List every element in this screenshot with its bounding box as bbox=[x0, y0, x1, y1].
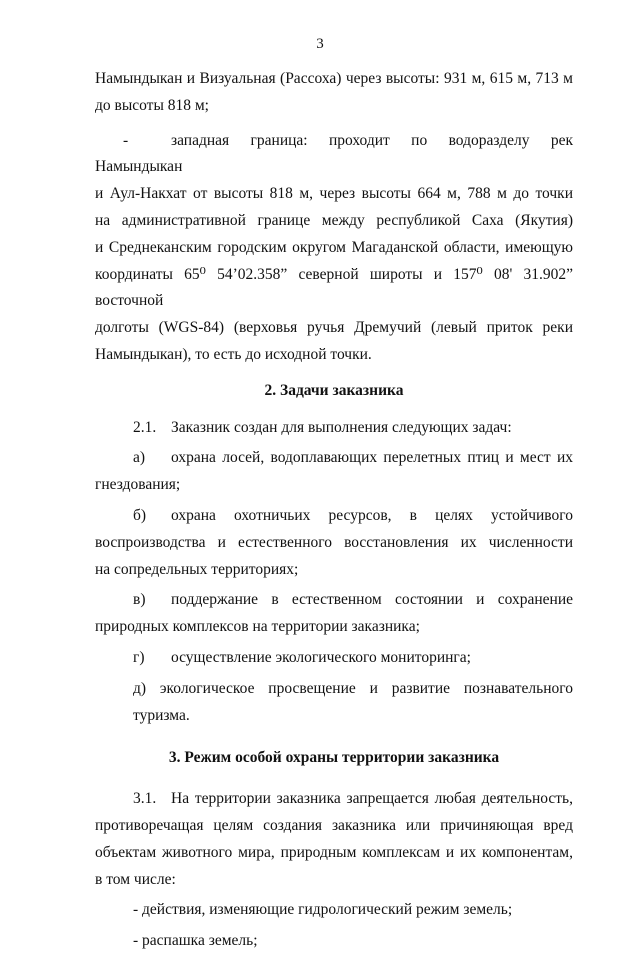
task-text: поддержание в естественном состоянии и сохранение bbox=[171, 591, 573, 609]
task-item-v bbox=[95, 587, 573, 614]
boundary-text-line: Намындыкан), то есть до исходной точки. bbox=[95, 345, 372, 363]
task-label: а) bbox=[133, 449, 146, 467]
clause-text: На территории заказника запрещается любая деятельность, bbox=[171, 790, 573, 808]
section-2-intro bbox=[95, 415, 573, 442]
section-3-clause bbox=[95, 786, 573, 813]
page-number: 3 bbox=[316, 36, 324, 52]
task-item-a bbox=[95, 445, 573, 472]
document-body bbox=[95, 66, 573, 955]
boundary-text-line: долготы (WGS-84) (верховья ручья Дремучий (левый приток реки bbox=[95, 319, 573, 337]
task-item-g bbox=[95, 645, 573, 672]
clause-text-line: объектам животного мира, природным комплексам и их компонентам, bbox=[95, 843, 573, 861]
task-text-line: природных комплексов на территории заказника; bbox=[95, 618, 420, 636]
coordinates-line: координаты 65⁰ 54’02.358” северной широты и 157⁰ 08' 31.902” восточной bbox=[95, 265, 573, 310]
task-text-line: на сопредельных территориях; bbox=[95, 560, 299, 578]
western-boundary-line bbox=[95, 128, 573, 182]
task-text: осуществление экологического мониторинга; bbox=[171, 648, 471, 666]
boundary-text-line: Намындыкан и Визуальная (Рассоха) через высоты: 931 м, 615 м, 713 м bbox=[95, 70, 573, 87]
clause-text-line: противоречащая целям создания заказника или причиняющая вред bbox=[95, 816, 573, 834]
section-2-heading: 2. Задачи заказника bbox=[264, 381, 404, 399]
prohibition-item: - действия, изменяющие гидрологический режим земель; bbox=[133, 901, 513, 919]
boundary-text-line: на административной границе между республикой Саха (Якутия) bbox=[95, 211, 573, 229]
list-dash: - bbox=[123, 131, 129, 149]
western-boundary-text: западная граница: проходит по водоразделу рек Намындыкан bbox=[95, 131, 573, 176]
task-label: в) bbox=[133, 591, 146, 609]
boundary-text-line: до высоты 818 м; bbox=[95, 96, 209, 114]
task-text-line: воспроизводства и естественного восстановления их численности bbox=[95, 533, 573, 551]
task-label: г) bbox=[133, 648, 145, 666]
task-item-d: д) экологическое просвещение и развитие познавательного туризма. bbox=[133, 679, 573, 724]
section-3-heading: 3. Режим особой охраны территории заказника bbox=[168, 749, 500, 767]
task-item-b bbox=[95, 503, 573, 530]
clause-text-line: в том числе: bbox=[95, 870, 176, 888]
clause-number: 2.1. bbox=[133, 418, 157, 436]
clause-text: Заказник создан для выполнения следующих задач: bbox=[171, 418, 512, 436]
task-text-line: гнездования; bbox=[95, 476, 181, 494]
clause-number: 3.1. bbox=[133, 790, 157, 808]
task-text: охрана лосей, водоплавающих перелетных птиц и мест их bbox=[171, 449, 573, 467]
boundary-text-line: и Аул-Накхат от высоты 818 м, через высоты 664 м, 788 м до точки bbox=[95, 185, 573, 203]
prohibition-item: - распашка земель; bbox=[133, 932, 258, 950]
task-label: б) bbox=[133, 506, 147, 524]
task-text: охрана охотничьих ресурсов, в целях устойчивого bbox=[171, 506, 573, 524]
boundary-text-line: и Среднеканским городским округом Магаданской области, имеющую bbox=[95, 238, 573, 256]
